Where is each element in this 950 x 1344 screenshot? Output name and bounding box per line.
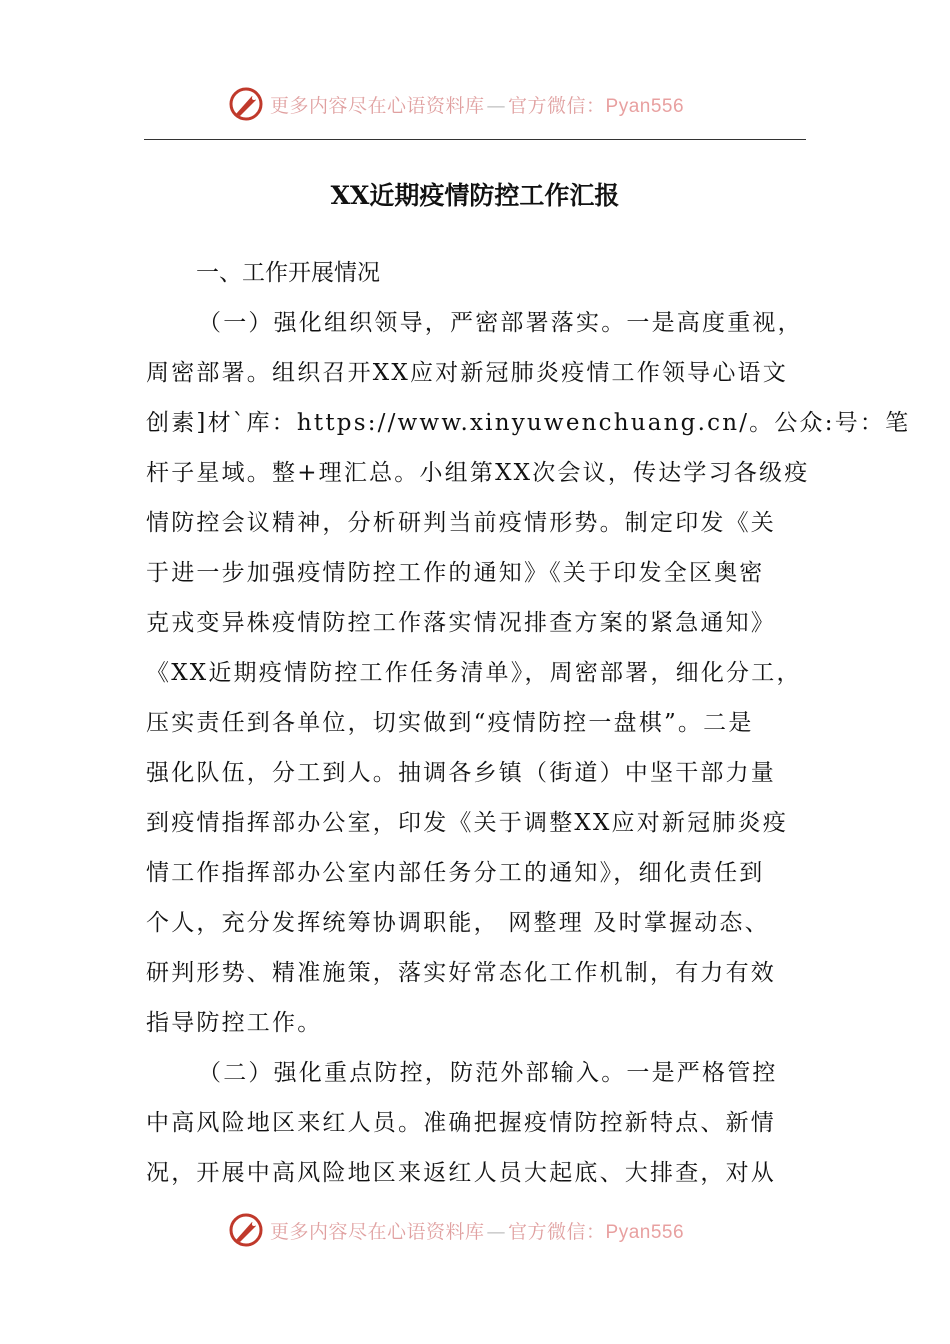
paragraph-line: 周密部署。组织召开XX应对新冠肺炎疫情工作领导心语文 [146, 360, 788, 386]
document-title: XX近期疫情防控工作汇报 [330, 181, 620, 210]
header-divider [144, 139, 806, 140]
paragraph-line: 个人，充分发挥统筹协调职能， 网整理 及时掌握动态、 [146, 910, 770, 936]
paragraph-line: 《XX近期疫情防控工作任务清单》，周密部署，细化分工， [146, 660, 802, 686]
watermark-text: 更多内容尽在心语资料库 — 官方微信：Pyan556 [270, 1220, 685, 1243]
paragraph-line: 况，开展中高风险地区来返红人员大起底、大排查，对从 [146, 1160, 776, 1186]
paragraph-line: 压实责任到各单位，切实做到“疫情防控一盘棋”。二是 [146, 710, 754, 736]
paragraph-line: 杆子星域。整+理汇总。小组第XX次会议，传达学习各级疫 [146, 460, 810, 486]
section-heading: 一、工作开展情况 [196, 260, 380, 286]
paragraph-line: 到疫情指挥部办公室，印发《关于调整XX应对新冠肺炎疫 [146, 810, 788, 836]
paragraph-line: 创素]材`库：https://www.xinyuwenchuang.cn/。公众:号：笔 [146, 410, 911, 436]
watermark-footer [228, 1210, 748, 1250]
paragraph-line: 研判形势、精准施策，落实好常态化工作机制，有力有效 [146, 960, 776, 986]
paragraph-line: 情工作指挥部办公室内部任务分工的通知》，细化责任到 [146, 860, 765, 886]
paragraph-line: 于进一步加强疫情防控工作的通知》《关于印发全区奥密 [146, 560, 765, 586]
paragraph-line: 中高风险地区来红人员。准确把握疫情防控新特点、新情 [146, 1110, 776, 1136]
pen-nib-circle-icon [228, 86, 264, 122]
paragraph-line: 情防控会议精神，分析研判当前疫情形势。制定印发《关 [146, 510, 776, 536]
paragraph-line: 指导防控工作。 [146, 1010, 323, 1036]
document-body [146, 298, 911, 1198]
watermark-header [228, 84, 748, 124]
watermark-text: 更多内容尽在心语资料库 — 官方微信：Pyan556 [270, 94, 685, 117]
pen-nib-circle-icon [228, 1212, 264, 1248]
paragraph-line: 强化队伍，分工到人。抽调各乡镇（街道）中坚干部力量 [146, 760, 776, 786]
paragraph-line: （二）强化重点防控，防范外部输入。一是严格管控 [198, 1060, 778, 1086]
paragraph-line: 克戎变异株疫情防控工作落实情况排查方案的紧急通知》 [146, 610, 776, 636]
paragraph-line: （一）强化组织领导，严密部署落实。一是高度重视， [198, 310, 803, 336]
